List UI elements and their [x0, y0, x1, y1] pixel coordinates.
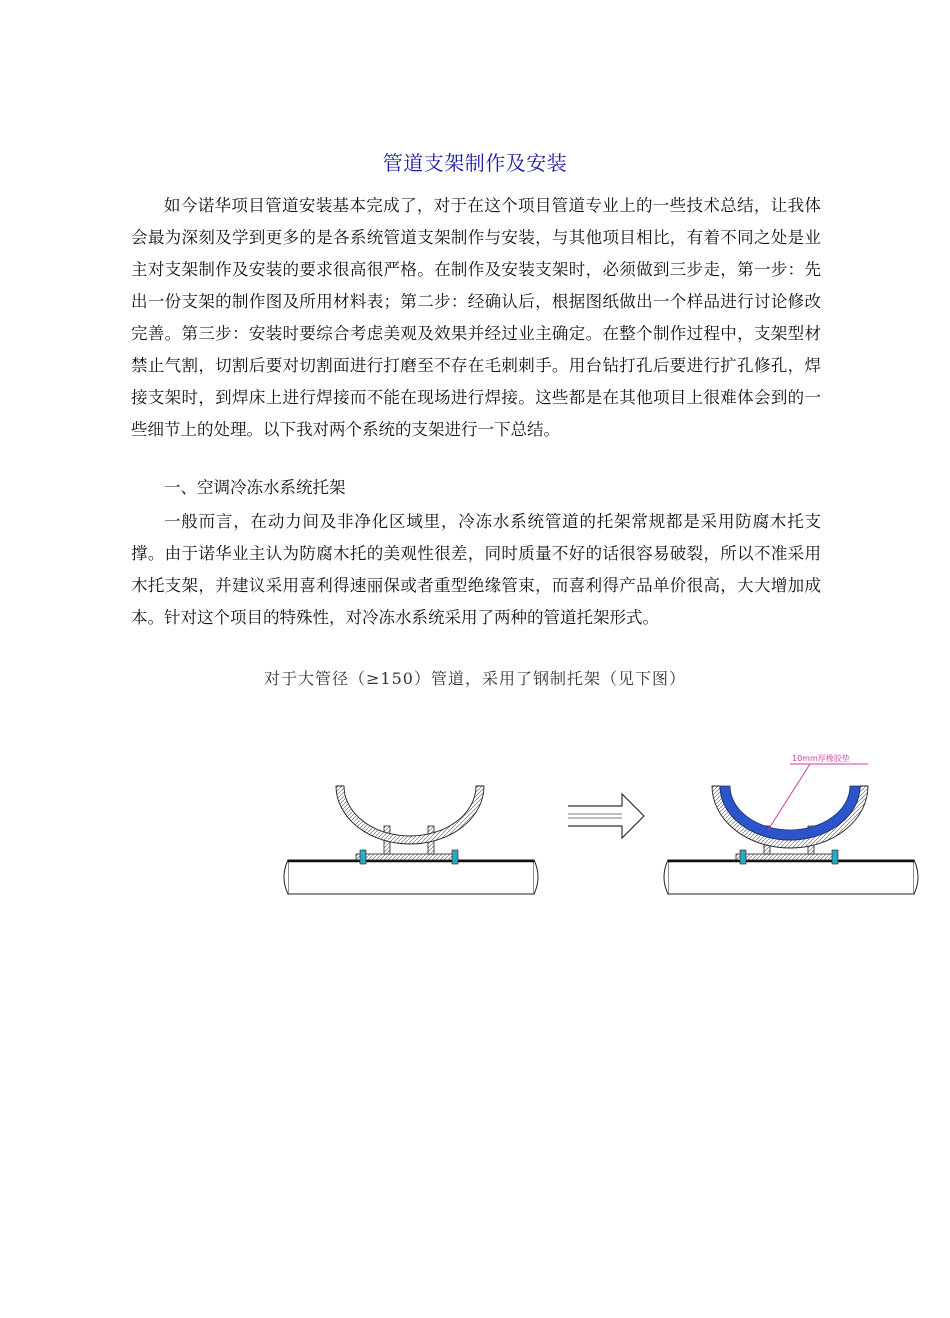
base-plate-left — [356, 854, 456, 860]
steel-beam-right — [664, 860, 918, 894]
section-paragraph — [131, 506, 821, 634]
page-title: 管道支架制作及安装 — [382, 151, 568, 175]
intro-paragraph — [131, 190, 821, 446]
pipe-support-diagram — [280, 740, 920, 910]
saddle-shell-left — [336, 786, 484, 844]
intro-text: 如今诺华项目管道安装基本完成了，对于在这个项目管道专业上的一些技术总结，让我体会最为深刻及学到更多的是各系统管道支架制作与安装，与其他项目相比，有着不同之处是业主对支架制作及安装的要求很高很严格。在制作及安装支架时，必须做到三步走，第一步：先出一份支架的制作图及所用材料表；第二步：经确认后，根据图纸做出一个样品进行讨论修改完善。第三步：安装时要综合考虑美观及效果并经过业主确定。在整个制作过程中，支架型材禁止气割，切割后要对切割面进行打磨至不存在毛刺刺手。用台钻打孔后要进行扩孔修孔，焊接支架时，到焊床上进行焊接而不能在现场进行焊接。这些都是在其他项目上很难体会到的一些细节上的处理。以下我对两个系统的支架进行一下总结。 — [131, 196, 821, 439]
bolt-right-b — [832, 850, 838, 864]
figure-caption: 对于大管径（≥150）管道，采用了钢制托架（见下图） — [264, 669, 686, 688]
steel-beam-left — [284, 860, 538, 894]
transform-arrow — [568, 794, 644, 838]
section-text: 一般而言，在动力间及非净化区域里，冷冻水系统管道的托架常规都是采用防腐木托支撑。由于诺华业主认为防腐木托的美观性很差，同时质量不好的话很容易破裂，所以不准采用木托支架，并建议采用喜利得速丽保或者重型绝缘管束，而喜利得产品单价很高，大大增加成本。针对这个项目的特殊性，对冷冻水系统采用了两种的管道托架形式。 — [131, 512, 821, 627]
section-heading — [131, 472, 821, 504]
section-heading-text: 一、空调冷冻水系统托架 — [164, 478, 346, 497]
callout-label: 10mm厚橡胶垫 — [792, 754, 850, 763]
callout-leader — [768, 764, 810, 830]
bolt-right-a — [740, 850, 746, 864]
support-after-figure — [664, 753, 918, 894]
base-plate-right — [736, 854, 836, 860]
bolt-left-b — [452, 850, 458, 864]
support-before-figure — [284, 786, 538, 894]
bolt-left-a — [360, 850, 366, 864]
